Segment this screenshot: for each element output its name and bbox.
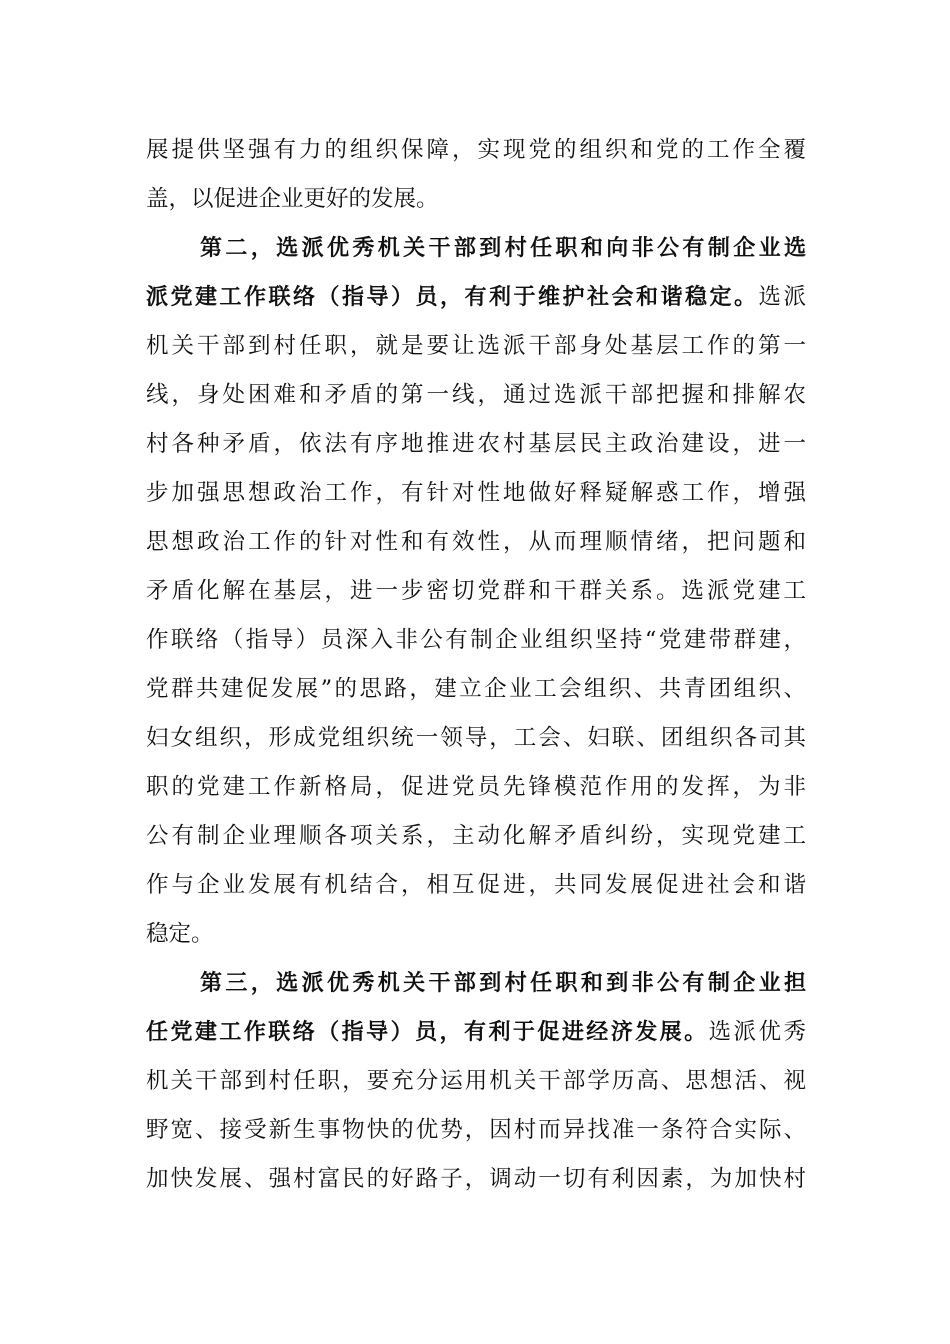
bold-heading: 派党建工作联络（指导）员，有利于维护社会和谐稳定。 bbox=[146, 285, 759, 310]
text-line: 野宽、接受新生事物快的优势，因村而异找准一条符合实际、 bbox=[146, 1117, 806, 1143]
text-line: 公有制企业理顺各项关系，主动化解矛盾纠纷，实现党建工 bbox=[146, 823, 806, 849]
section-heading-line: 任党建工作联络（指导）员，有利于促进经济发展。选派优秀 bbox=[146, 1019, 806, 1045]
text-line: 村各种矛盾，依法有序地推进农村基层民主政治建设，进一 bbox=[146, 431, 806, 457]
bold-heading: 任党建工作联络（指导）员，有利于促进经济发展。 bbox=[146, 1020, 709, 1045]
bold-heading: 第三，选派优秀机关干部到村任职和到非公有制企业担 bbox=[200, 971, 806, 996]
text-line: 展提供坚强有力的组织保障，实现党的组织和党的工作全覆 bbox=[146, 137, 806, 163]
text-line: 机关干部到村任职，就是要让选派干部身处基层工作的第一 bbox=[146, 333, 806, 359]
section-heading-line bbox=[200, 228, 806, 268]
bold-heading: 第二，选派优秀机关干部到村任职和向非公有制企业选 bbox=[200, 236, 806, 261]
text-line: 加快发展、强村富民的好路子，调动一切有利因素，为加快村 bbox=[146, 1166, 806, 1192]
text-line: 步加强思想政治工作，有针对性地做好释疑解惑工作，增强 bbox=[146, 480, 806, 506]
text-line: 思想政治工作的针对性和有效性，从而理顺情绪，把问题和 bbox=[146, 529, 806, 555]
text-line: 党群共建促发展”的思路，建立企业工会组织、共青团组织、 bbox=[146, 676, 806, 702]
text-line: 作与企业发展有机结合，相互促进，共同发展促进社会和谐 bbox=[146, 872, 806, 898]
text-line: 机关干部到村任职，要充分运用机关干部学历高、思想活、视 bbox=[146, 1068, 806, 1094]
text-line: 矛盾化解在基层，进一步密切党群和干群关系。选派党建工 bbox=[146, 578, 806, 604]
text-line: 职的党建工作新格局，促进党员先锋模范作用的发挥，为非 bbox=[146, 774, 806, 800]
text-line: 妇女组织，形成党组织统一领导，工会、妇联、团组织各司其 bbox=[146, 725, 806, 751]
text-line: 盖，以促进企业更好的发展。 bbox=[146, 186, 439, 212]
text-line: 线，身处困难和矛盾的第一线，通过选派干部把握和排解农 bbox=[146, 382, 806, 408]
text-line: 稳定。 bbox=[146, 921, 214, 947]
text-line: 作联络（指导）员深入非公有制企业组织坚持“党建带群建， bbox=[146, 627, 806, 653]
section-heading-line: 派党建工作联络（指导）员，有利于维护社会和谐稳定。选派 bbox=[146, 284, 806, 310]
section-heading-line bbox=[200, 963, 806, 1003]
